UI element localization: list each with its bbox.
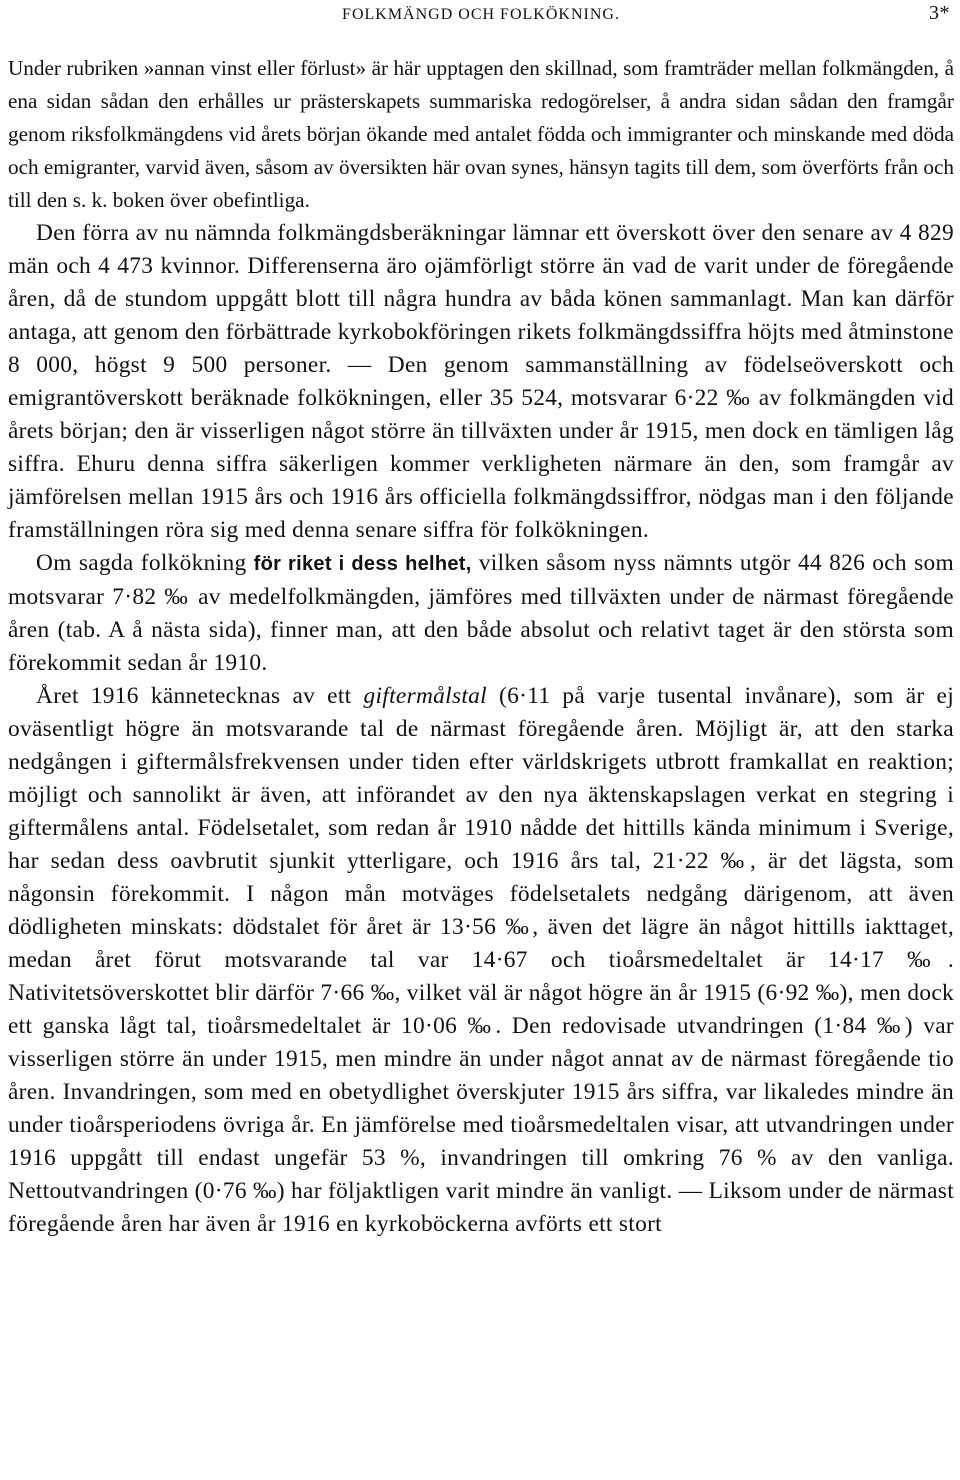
paragraph-text-start: Året 1916 kännetecknas av ett (36, 683, 364, 709)
paragraph-text: Under rubriken »annan vinst eller förlust» är här upptagen den skillnad, som framträder mellan folkmängden, å ena sidan sådan den erhålles ur prästerskapets summariska redogörelser, å andra sidan sådan den framgår genom riksfolkmängdens vid årets början ökande med antalet födda och immigranter och minskande med döda och emigranter, varvid även, såsom av översikten här ovan synes, hänsyn tagits till dem, som överförts från och till den s. k. boken över obefintliga. (8, 56, 954, 212)
paragraph-text-end: (6·11 på varje tusental invånare), som är ej oväsentligt högre än motsvarande tal de närmast föregående åren. Möjligt är, att den starka nedgången i giftermålsfrekvensen under tiden efter världskrigets utbrott framkallat en reaktion; möjligt och sannolikt är även, att införandet av den nya äktenskapslagen verkat en stegring i giftermålens antal. Födelsetalet, som redan år 1910 nådde det hittills kända minimum i Sverige, har sedan dess oavbrutit sjunkit ytterligare, och 1916 års tal, 21·22 ‰, är det lägsta, som någonsin förekommit. I någon mån motväges födelsetalets nedgång därigenom, att även dödligheten minskats: dödstalet för året är 13·56 ‰, även det lägre än något hittills iakttaget, medan året förut motsvarande tal var 14·67 och tioårsmedeltalet är 14·17 ‰. Nativitetsöverskottet blir därför 7·66 ‰, vilket väl är något högre än år 1915 (6·92 ‰), men dock ett ganska lågt tal, tioårsmedeltalet är 10·06 ‰. Den redovisade utvandringen (1·84 ‰) var visserligen större än under 1915, men mindre än under något annat av de närmast föregående tio åren. Invandringen, som med en obetydlighet överskjuter 1915 års siffra, var likaledes mindre än under tioårsperiodens övriga år. En jämförelse med tioårsmedeltalen visar, att utvandringen under 1916 uppgått till endast ungefär 53 %, invandringen till omkring 76 % av den vanliga. Nettoutvandringen (0·76 ‰) har följaktligen varit mindre än vanligt. — Liksom under de närmast föregående åren har även år 1916 en kyrkoböckerna avförts ett stort (8, 683, 955, 1237)
paragraph-folkmangdsberakningar (8, 217, 954, 547)
paragraph-giftermalstal (8, 680, 954, 1241)
paragraph-text-start: Om sagda folkökning (36, 550, 254, 576)
emphasis-giftermalstal: giftermålstal (363, 683, 487, 709)
paragraph-text: Den förra av nu nämnda folkmängdsberäkningar lämnar ett överskott över den senare av 4 829 män och 4 473 kvinnor. Differenserna äro ojämförligt större än vad de varit under de föregående åren, då de stundom uppgått blott till några hundra av båda könen sammanlagt. Man kan därför antaga, att genom den förbättrade kyrkobokföringen rikets folkmängdssiffra höjts med åtminstone 8 000, högst 9 500 personer. — Den genom sammanställning av födelseöverskott och emigrantöverskott beräknade folkökningen, eller 35 524, motsvarar 6·22 ‰ av folkmängden vid årets början; den är visserligen något större än tillväxten under år 1915, men dock en tämligen låg siffra. Ehuru denna siffra säkerligen kommer verkligheten närmare än den, som framgår av jämförelsen mellan 1915 års och 1916 års officiella folkmängdssiffror, nödgas man i den följande framställningen röra sig med denna senare siffra för folkökningen. (8, 220, 954, 543)
paragraph-folkokning-riket (8, 547, 954, 680)
paragraph-annan-vinst (8, 52, 954, 217)
running-title: FOLKMÄNGD OCH FOLKÖKNING. (342, 6, 620, 23)
running-header (8, 0, 954, 34)
emphasis-riket: för riket i dess helhet, (253, 553, 472, 575)
paragraph-text-end: vilken såsom nyss nämnts utgör 44 826 och som motsvarar 7·82 ‰ av medelfolkmängden, jämföres med tillväxten under de närmast föregående åren (tab. A å nästa sida), finner man, att den både absolut och relativt taget är den största som förekommit sedan år 1910. (8, 550, 954, 676)
body-text (8, 52, 954, 1241)
page-number: 3* (929, 2, 950, 24)
